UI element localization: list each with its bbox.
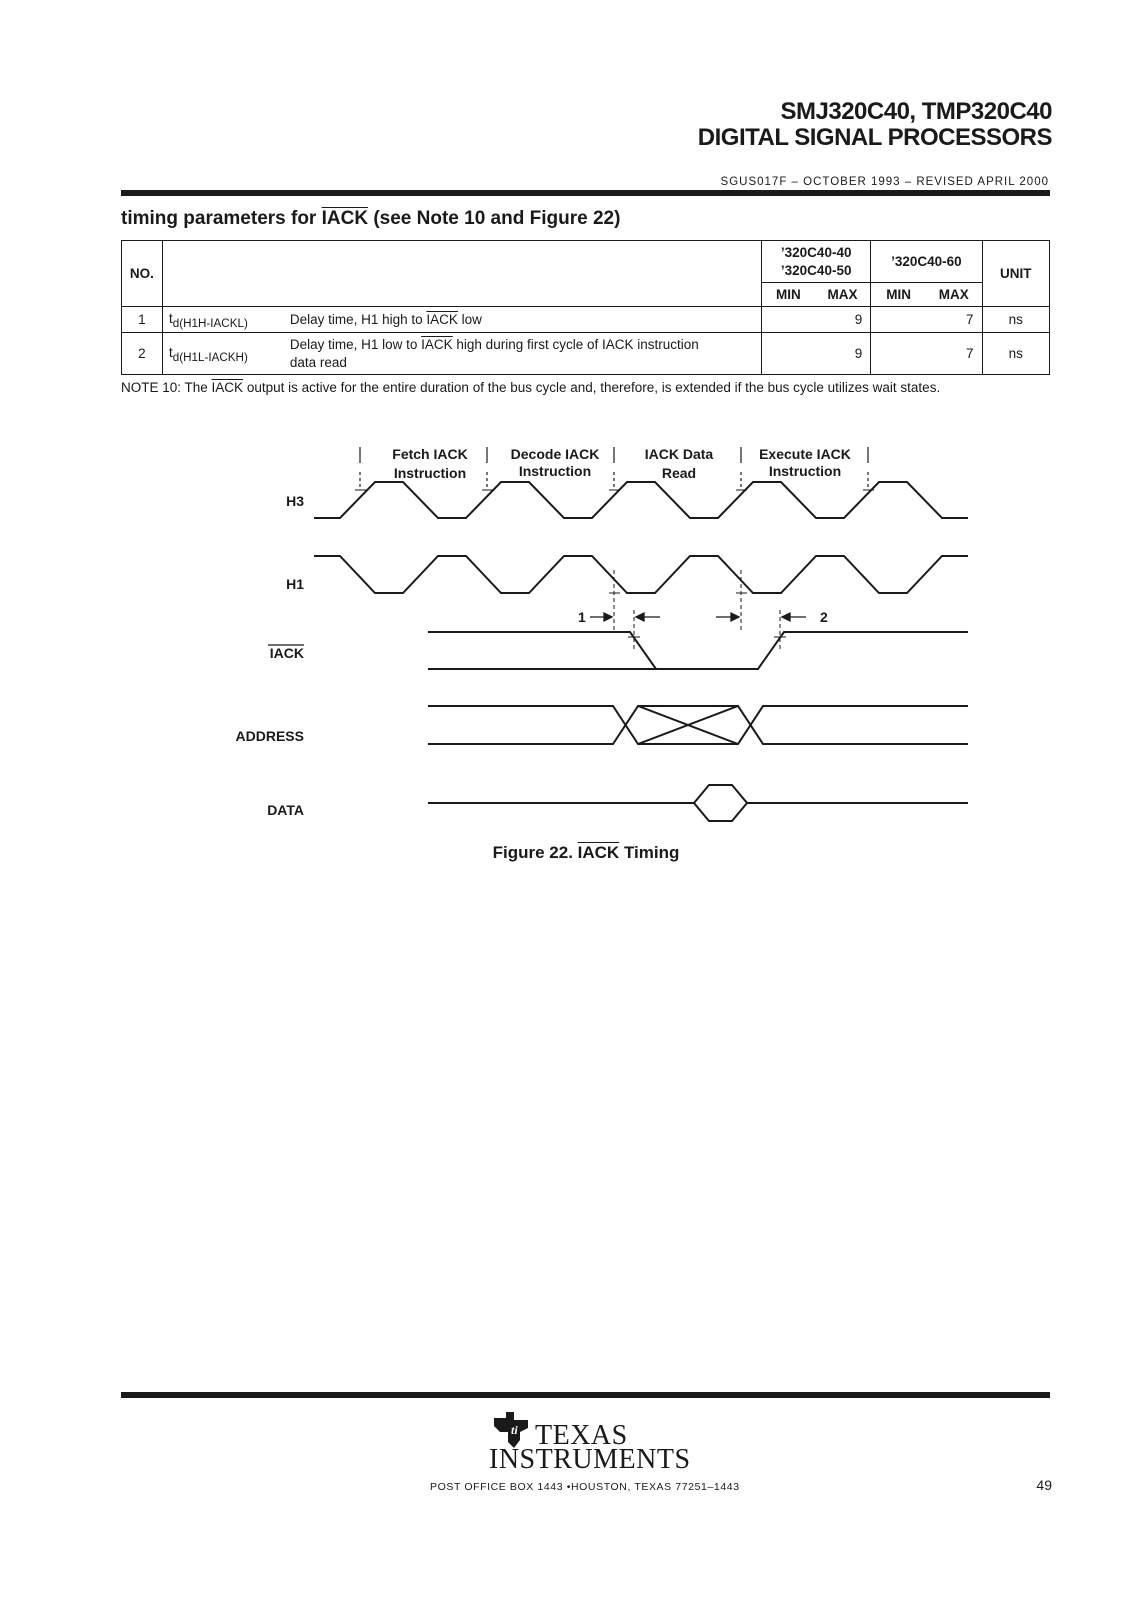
svg-text:ti: ti bbox=[511, 1423, 518, 1437]
footer-rule bbox=[121, 1392, 1050, 1398]
phase-execute-line2: Instruction bbox=[768, 463, 842, 479]
logo-wordmark-instruments: INSTRUMENTS bbox=[489, 1444, 691, 1475]
header-min1: MIN bbox=[762, 283, 815, 307]
row-unit: ns bbox=[982, 307, 1049, 333]
header-max1: MAX bbox=[815, 283, 871, 307]
document-title-line2: DIGITAL SIGNAL PROCESSORS bbox=[697, 124, 1052, 151]
phase-execute-line1: Execute IACK bbox=[759, 446, 851, 462]
phase-fetch-line1: Fetch IACK bbox=[392, 446, 468, 462]
note-prefix: NOTE 10: The bbox=[121, 380, 212, 395]
figure-caption bbox=[0, 843, 1132, 863]
address-part-a: POST OFFICE BOX 1443 bbox=[430, 1481, 567, 1493]
row-number: 1 bbox=[122, 307, 163, 333]
row-max2: 7 bbox=[926, 307, 982, 333]
phase-read-line2: Read bbox=[661, 465, 697, 481]
signal-label-data: DATA bbox=[267, 802, 304, 818]
signal-label-h1: H1 bbox=[286, 576, 304, 592]
address-bottom-line bbox=[428, 706, 968, 744]
document-title-line1: SMJ320C40, TMP320C40 bbox=[780, 98, 1052, 125]
signal-label-iack: IACK bbox=[269, 645, 304, 661]
address-top-line bbox=[428, 706, 968, 744]
symbol-subscript: d(H1L-IACKH) bbox=[172, 350, 248, 364]
symbol-t: t bbox=[168, 309, 173, 326]
address-bullet: • bbox=[566, 1481, 571, 1493]
figure-caption-prefix: Figure 22. bbox=[492, 843, 578, 862]
desc-signal: IACK bbox=[426, 311, 458, 327]
section-title-prefix: timing parameters for bbox=[121, 208, 322, 229]
document-id: SGUS017F – OCTOBER 1993 – REVISED APRIL 2000 bbox=[720, 176, 1049, 188]
desc-signal: IACK bbox=[421, 336, 453, 352]
phase-decode-line1: Decode IACK bbox=[510, 446, 600, 462]
desc-part-c: data read bbox=[289, 354, 347, 370]
row-max1: 9 bbox=[815, 333, 871, 375]
header-group1-line1: ’320C40-40 bbox=[780, 244, 852, 260]
desc-part-a: Delay time, H1 high to bbox=[289, 311, 427, 327]
header-min2: MIN bbox=[871, 283, 926, 307]
logo-wordmark-texas: TEXAS bbox=[535, 1420, 628, 1451]
address-part-b: HOUSTON, TEXAS 77251–1443 bbox=[570, 1481, 740, 1493]
footer-address bbox=[430, 1481, 740, 1493]
section-title-signal: IACK bbox=[321, 208, 369, 229]
note-suffix: output is active for the entire duration of the bus cycle and, therefore, is extended if the bus cycle utilizes wait states. bbox=[243, 380, 941, 395]
parameter-arrows bbox=[590, 613, 806, 621]
row-max1: 9 bbox=[815, 307, 871, 333]
header-no: NO. bbox=[122, 241, 163, 307]
phase-read-line1: IACK Data bbox=[644, 446, 714, 462]
h1-waveform bbox=[314, 556, 968, 593]
row-number: 2 bbox=[122, 333, 163, 375]
marker-1: 1 bbox=[578, 609, 586, 625]
header-group2: ’320C40-60 bbox=[871, 241, 982, 283]
page-number: 49 bbox=[1036, 1477, 1052, 1493]
desc-part-b: low bbox=[457, 311, 482, 327]
phase-fetch-line2: Instruction bbox=[393, 465, 467, 481]
iack-high-line bbox=[428, 632, 968, 669]
header-max2: MAX bbox=[926, 283, 982, 307]
signal-label-h3: H3 bbox=[286, 493, 304, 509]
marker-2: 2 bbox=[820, 609, 828, 625]
data-valid-window bbox=[694, 785, 747, 821]
h3-waveform bbox=[314, 482, 968, 518]
figure-caption-suffix: Timing bbox=[619, 843, 680, 862]
section-title-suffix: (see Note 10 and Figure 22) bbox=[368, 208, 621, 229]
desc-part-a: Delay time, H1 low to bbox=[289, 336, 422, 352]
signal-label-address: ADDRESS bbox=[235, 728, 304, 744]
row-max2: 7 bbox=[926, 333, 982, 375]
parameter-reference-lines bbox=[609, 570, 786, 650]
header-unit: UNIT bbox=[982, 241, 1049, 307]
phase-decode-line2: Instruction bbox=[518, 463, 592, 479]
header-group1-line2: ’320C40-50 bbox=[780, 262, 852, 278]
figure-caption-signal: IACK bbox=[577, 843, 620, 862]
symbol-t: t bbox=[168, 343, 173, 360]
note-signal: IACK bbox=[211, 380, 244, 395]
symbol-subscript: d(H1H-IACKL) bbox=[172, 316, 248, 330]
desc-part-b: high during first cycle of IACK instruction bbox=[452, 336, 699, 352]
waveforms bbox=[314, 482, 968, 821]
row-unit: ns bbox=[982, 333, 1049, 375]
